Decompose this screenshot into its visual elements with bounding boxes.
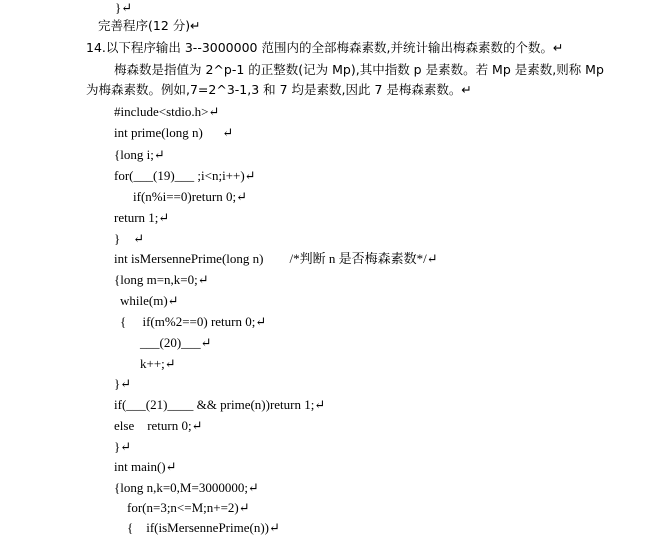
code-mersenne-blank-20: ___(20)___↵ [140, 335, 212, 350]
code-prime-for-blank-19: for(___(19)___ ;i<n;i++)↵ [114, 168, 256, 183]
code-main-if: { if(isMersennePrime(n))↵ [127, 520, 280, 535]
code-mersenne-if-blank-21: if(___(21)____ && prime(n))return 1;↵ [114, 397, 326, 412]
line-closing-brace-top: }↵ [115, 0, 133, 15]
code-main-for: for(n=3;n<=M;n+=2)↵ [127, 500, 250, 515]
code-prime-if: if(n%i==0)return 0;↵ [133, 189, 247, 204]
code-prime-signature: int prime(long n) ↵ [114, 125, 234, 140]
code-mersenne-if: { if(m%2==0) return 0;↵ [120, 314, 267, 329]
question-14-statement: 14.以下程序输出 3--3000000 范围内的全部梅森素数,并统计输出梅森素数的个数。↵ [86, 40, 564, 55]
code-mersenne-decl: {long m=n,k=0;↵ [114, 272, 209, 287]
code-prime-decl: {long i;↵ [114, 147, 165, 162]
code-prime-close: } ↵ [114, 231, 145, 246]
code-mersenne-close: }↵ [114, 439, 132, 454]
code-main-signature: int main()↵ [114, 459, 177, 474]
code-prime-return: return 1;↵ [114, 210, 170, 225]
code-mersenne-while: while(m)↵ [120, 293, 179, 308]
code-mersenne-increment: k++;↵ [140, 356, 176, 371]
code-mersenne-else: else return 0;↵ [114, 418, 203, 433]
definition-line-1: 梅森数是指值为 2^p-1 的正整数(记为 Mp),其中指数 p 是素数。若 Mp 是素数,则称 Mp [114, 62, 604, 77]
section-heading: 完善程序(12 分)↵ [98, 18, 201, 33]
code-main-decl: {long n,k=0,M=3000000;↵ [114, 480, 259, 495]
code-include: #include<stdio.h>↵ [114, 104, 220, 119]
code-mersenne-signature: int isMersennePrime(long n) /*判断 n 是否梅森素数*/↵ [114, 251, 438, 266]
code-mersenne-while-close: }↵ [114, 376, 132, 391]
definition-line-2: 为梅森素数。例如,7=2^3-1,3 和 7 均是素数,因此 7 是梅森素数。↵ [86, 82, 472, 97]
